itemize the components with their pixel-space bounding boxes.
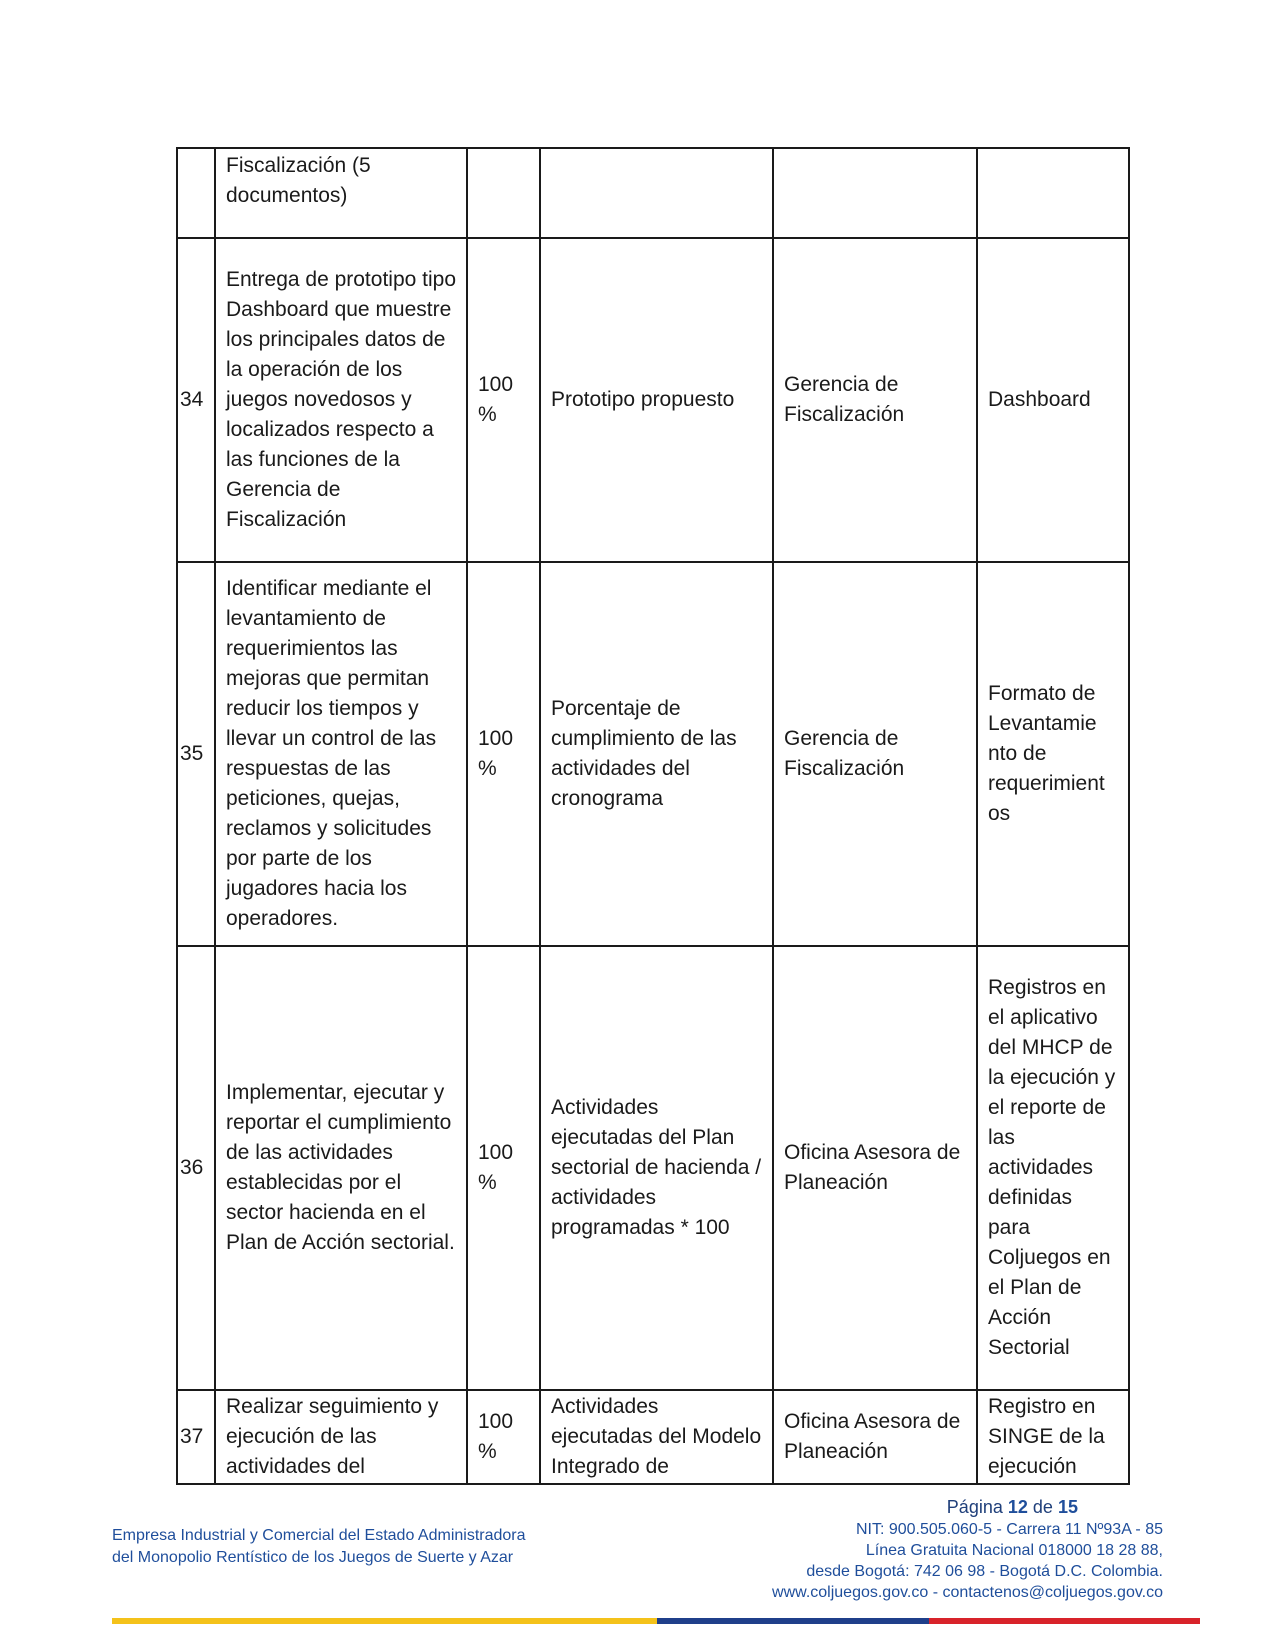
evidence-cell: Registros en el aplicativo del MHCP de la ejecución y el reporte de las actividades definidas para Coljuegos en el Plan de Acción Sectorial <box>977 946 1129 1390</box>
page-current: 12 <box>1007 1497 1028 1517</box>
responsible-cell: Oficina Asesora de Planeación <box>773 946 977 1390</box>
description-cell: Fiscalización (5 documentos) <box>215 148 467 238</box>
description-cell: Entrega de prototipo tipo Dashboard que muestre los principales datos de la operación de los juegos novedosos y localizados respecto a las funciones de la Gerencia de Fiscalización <box>215 238 467 562</box>
nit-line: NIT: 900.505.060-5 - Carrera 11 Nº93A - 85 <box>855 1521 1163 1538</box>
table-row <box>177 946 1129 1390</box>
table-row <box>177 1390 1129 1484</box>
org-line-1: Empresa Industrial y Comercial del Estado Administradora <box>112 1527 526 1544</box>
num-cell: 36 <box>177 946 215 1390</box>
num-cell: 35 <box>177 562 215 946</box>
responsible-cell: Gerencia de Fiscalización <box>773 238 977 562</box>
page-prefix: Página <box>946 1497 1003 1517</box>
footer-stripe-red <box>929 1618 1200 1624</box>
num-cell: 37 <box>177 1390 215 1484</box>
phone-line: Línea Gratuita Nacional 018000 18 28 88, <box>865 1542 1163 1559</box>
table-row <box>177 238 1129 562</box>
page-total: 15 <box>1057 1497 1078 1517</box>
responsible-cell: Oficina Asesora de Planeación <box>773 1390 977 1484</box>
page-indicator <box>643 1497 1078 1518</box>
target-cell: 100 % <box>467 238 540 562</box>
web-line: www.coljuegos.gov.co - contactenos@coljuegos.gov.co <box>772 1584 1163 1601</box>
description-cell: Implementar, ejecutar y reportar el cumplimiento de las actividades establecidas por el sector hacienda en el Plan de Acción sectorial. <box>215 946 467 1390</box>
org-line-2: del Monopolio Rentístico de los Juegos de Suerte y Azar <box>112 1549 514 1566</box>
target-cell: 100 % <box>467 562 540 946</box>
indicator-cell: Porcentaje de cumplimiento de las actividades del cronograma <box>540 562 773 946</box>
page-sep: de <box>1032 1497 1053 1517</box>
target-cell <box>467 148 540 238</box>
footer-organization <box>112 1525 526 1569</box>
evidence-cell: Dashboard <box>977 238 1129 562</box>
footer-stripe-yellow <box>112 1618 657 1624</box>
num-cell <box>177 148 215 238</box>
evidence-cell: Registro en SINGE de la ejecución <box>977 1390 1129 1484</box>
indicator-cell <box>540 148 773 238</box>
footer-contact <box>643 1497 1163 1603</box>
activities-table <box>176 147 1130 1485</box>
responsible-cell <box>773 148 977 238</box>
evidence-cell <box>977 148 1129 238</box>
description-cell: Realizar seguimiento y ejecución de las actividades del <box>215 1390 467 1484</box>
num-cell: 34 <box>177 238 215 562</box>
table-row <box>177 562 1129 946</box>
target-cell: 100 % <box>467 1390 540 1484</box>
description-cell: Identificar mediante el levantamiento de requerimientos las mejoras que permitan reducir los tiempos y llevar un control de las respuestas de las peticiones, quejas, reclamos y solicitudes por parte de los jugadores hacia los operadores. <box>215 562 467 946</box>
indicator-cell: Actividades ejecutadas del Plan sectorial de hacienda / actividades programadas * 100 <box>540 946 773 1390</box>
table-row-continuation <box>177 148 1129 238</box>
target-cell: 100 % <box>467 946 540 1390</box>
footer-stripe-blue <box>657 1618 929 1624</box>
indicator-cell: Actividades ejecutadas del Modelo Integrado de <box>540 1390 773 1484</box>
responsible-cell: Gerencia de Fiscalización <box>773 562 977 946</box>
evidence-cell: Formato de Levantamie nto de requerimient os <box>977 562 1129 946</box>
indicator-cell: Prototipo propuesto <box>540 238 773 562</box>
city-line: desde Bogotá: 742 06 98 - Bogotá D.C. Colombia. <box>806 1563 1163 1580</box>
